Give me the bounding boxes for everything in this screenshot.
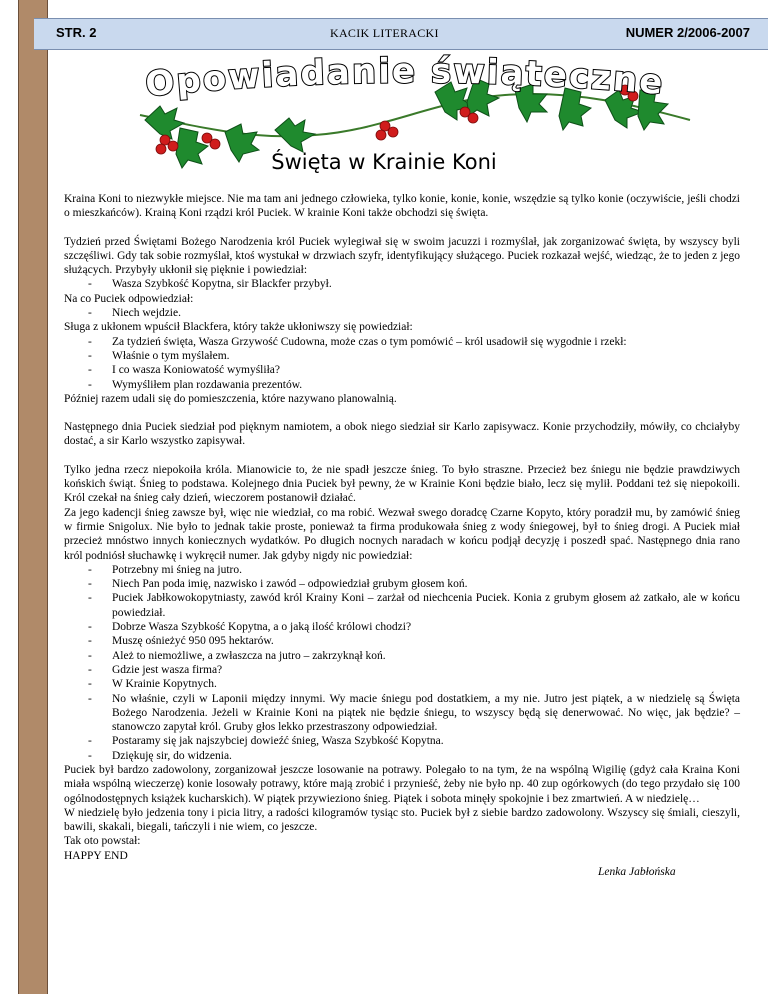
paragraph: Kraina Koni to niezwykłe miejsce. Nie ma tam ani jednego człowieka, tylko konie, konie, konie, wszędzie są tylko konie (oczywiście, jeśli chodzi o mieszkańców). Krainą Koni rządzi król Puciek. W krainie Koni także obchodzi się święta. xyxy=(64,193,740,220)
dialogue-line: - W Krainie Kopytnych. xyxy=(88,678,217,691)
dialogue-line: - No właśnie, czyli w Laponii między innymi. Wy macie śniegu pod dostatkiem, a my nie. Jutro jest piątek, a w niedzielę są Święta Bożego Narodzenia. Jeżeli w Krainie Koni na piątek nie będzie śniegu, to wszyscy będą się denerwować. No więc, jak będzie? – stanowczo zapytał król. Gruby głos lekko przestraszony odpowiedział. xyxy=(88,692,740,734)
dialogue-line: - Potrzebny mi śnieg na jutro. xyxy=(88,563,242,576)
story-subtitle: Święta w Krainie Koni xyxy=(271,150,497,174)
dialogue-line: - Wasza Szybkość Kopytna, sir Blackfer przybył. xyxy=(88,278,332,291)
paragraph: Tylko jedna rzecz niepokoiła króla. Mianowicie to, że nie spadł jeszcze śnieg. To było straszne. Przecież bez śniegu nie będzie prawdziwych końskich świąt. Śnieg to podstawa. Kolejnego dnia Puciek był pewny, że w Krainie Koni będzie biało, lecz się mylił. Poddani też się niepokoili. Król czekał na śnieg cały dzień, wieczorem postanowił działać. xyxy=(64,463,740,505)
dialogue-line: - Właśnie o tym myślałem. xyxy=(88,349,230,362)
dialogue-line: - Dziękuję sir, do widzenia. xyxy=(88,749,232,762)
paragraph: HAPPY END xyxy=(64,849,128,862)
paragraph: Tydzień przed Świętami Bożego Narodzenia król Puciek wylegiwał się w swoim jacuzzi i rozmyślał, jak zorganizować święta, by wszyscy byli szczęśliwi. Gdy tak sobie rozmyślał, ktoś wystukał w drzwiach szyfr, identyfikujący służącego. Puciek rozkazał wejść, wiedząc, że to jeden z jego służących. Przybyły ukłonił się pięknie i powiedział: xyxy=(64,235,740,277)
story-body xyxy=(64,192,740,863)
paragraph: Tak oto powstał: xyxy=(64,835,141,848)
page-title: Opowiadanie świąteczne xyxy=(143,51,667,105)
dialogue-line: - Niech wejdzie. xyxy=(88,307,181,320)
section-name: KACIK LITERACKI xyxy=(330,26,439,40)
dialogue-line: - I co wasza Koniowatość wymyśliła? xyxy=(88,364,280,377)
paragraph: Sługa z ukłonem wpuścił Blackfera, który także ukłoniwszy się powiedział: xyxy=(64,321,413,334)
dialogue-line: - Za tydzień święta, Wasza Grzywość Cudowna, może czas o tym pomówić – król usadowił się wygodnie i rzekł: xyxy=(88,335,627,348)
paragraph: Puciek był bardzo zadowolony, zorganizował jeszcze losowanie na potrawy. Polegało to na tym, że na wspólną Wigilię (gdyż cała Kraina Koni miała wspólną wieczerzę) konie losowały potrawy, które mają zrobić i przynieść, żeby nie było np. 40 zup ogórkowych (do tego przydało się 100 ogólnodostępnych książek kucharskich). W piątek przywieziono śnieg. Piątek i sobota minęły spokojnie i bez zmartwień. A w niedzielę… xyxy=(64,763,740,805)
paragraph: Na co Puciek odpowiedział: xyxy=(64,292,194,305)
paragraph: Za jego kadencji śnieg zawsze był, więc nie wiedział, co ma robić. Wezwał swego doradcę Czarne Kopyto, który poradził mu, by zamówić śnieg w firmie Snigolux. Nie było to jednak takie proste, ponieważ ta firma produkowała śnieg z wody śniegowej, był to śnieg drogi. A Puciek miał przecież mnóstwo innych koniecznych wydatków. Po długich nocnych naradach w końcu podjął decyzję i poszedł spać. Następnego dnia rano król podniósł słuchawkę i wykręcił numer. Jak gdyby nigdy nic powiedział: xyxy=(64,506,740,562)
paragraph: Później razem udali się do pomieszczenia, które nazywano planowalnią. xyxy=(64,392,397,405)
svg-text:Opowiadanie świąteczne xyxy=(144,51,666,104)
dialogue-line: - Muszę ośnieżyć 950 095 hektarów. xyxy=(88,635,274,648)
paragraph: Następnego dnia Puciek siedział pod pięknym namiotem, a obok niego siedział sir Karlo zapisywacz. Konie przychodziły, mówiły, co chciałyby dostać, a sir Karlo wszystko zapisywał. xyxy=(64,421,740,448)
dialogue-line: - Postaramy się jak najszybciej dowieźć śnieg, Wasza Szybkość Kopytna. xyxy=(88,735,444,748)
page-number: STR. 2 xyxy=(56,25,97,40)
author-signature: Lenka Jabłońska xyxy=(598,866,676,878)
paragraph: W niedzielę było jedzenia tony i picia litry, a radości kilogramów tysiąc sto. Puciek był z siebie bardzo zadowolony. Wszyscy się śmiali, cieszyli, bawili, skakali, biegali, tańczyli i nie wiem, co jeszcze. xyxy=(64,806,740,834)
dialogue-line: - Puciek Jabłkowokopytniasty, zawód król Krainy Koni – zarżał od niechcenia Puciek. Konia z grubym głosem aż zatkało, ale w końcu powiedział. xyxy=(88,592,740,619)
dialogue-line: - Dobrze Wasza Szybkość Kopytna, a o jaką ilość królowi chodzi? xyxy=(88,621,412,634)
issue-number: NUMER 2/2006-2007 xyxy=(625,25,750,40)
dialogue-line: - Wymyśliłem plan rozdawania prezentów. xyxy=(88,378,303,391)
title-banner xyxy=(100,48,710,108)
dialogue-line: - Ależ to niemożliwe, a zwłaszcza na jutro – zakrzyknął koń. xyxy=(88,649,386,662)
dialogue-line: - Gdzie jest wasza firma? xyxy=(88,663,223,676)
dialogue-line: - Niech Pan poda imię, nazwisko i zawód – odpowiedział grubym głosem koń. xyxy=(88,578,468,591)
